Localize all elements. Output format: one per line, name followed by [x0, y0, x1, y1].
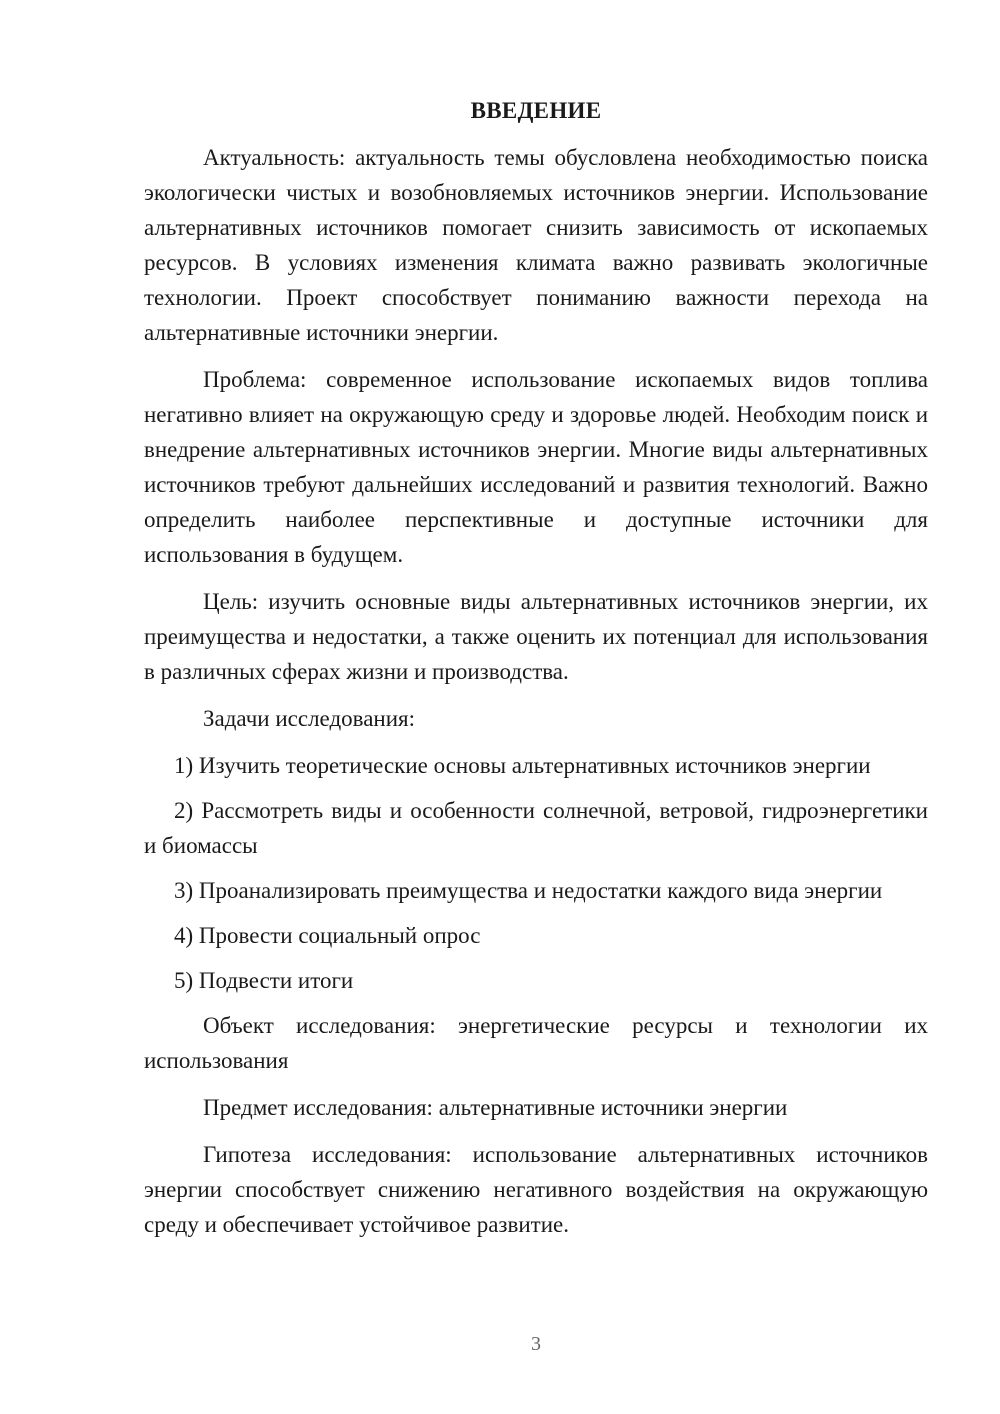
- section-title: ВВЕДЕНИЕ: [470, 98, 602, 123]
- object-paragraph: Объект исследования: энергетические ресурсы и технологии их использования: [144, 1013, 928, 1073]
- problem-paragraph: Проблема: современное использование ископаемых видов топлива негативно влияет на окружающую среду и здоровье людей. Необходим поиск и внедрение альтернативных источников энергии. Многие виды альтернативных источников требуют дальнейших исследований и развития технологий. Важно определить наиболее перспективные и доступные источники для использования в будущем.: [144, 367, 928, 567]
- relevance-paragraph: Актуальность: актуальность темы обусловлена необходимостью поиска экологически чистых и возобновляемых источников энергии. Использование альтернативных источников помогает снизить зависимость от ископаемых ресурсов. В условиях изменения климата важно развивать экологичные технологии. Проект способствует пониманию важности перехода на альтернативные источники энергии.: [144, 145, 928, 345]
- page-number: 3: [531, 1333, 541, 1355]
- document-page: [144, 96, 928, 1254]
- subject-paragraph: Предмет исследования: альтернативные источники энергии: [203, 1095, 788, 1120]
- task-item-5: 5) Подвести итоги: [174, 968, 354, 993]
- task-item-2: 2) Рассмотреть виды и особенности солнечной, ветровой, гидроэнергетики и биомассы: [144, 798, 928, 858]
- task-item-1: 1) Изучить теоретические основы альтернативных источников энергии: [174, 753, 871, 778]
- tasks-heading: Задачи исследования:: [203, 706, 416, 731]
- task-item-4: 4) Провести социальный опрос: [174, 923, 481, 948]
- tasks-list: [144, 748, 928, 998]
- goal-paragraph: Цель: изучить основные виды альтернативных источников энергии, их преимущества и недостатки, а также оценить их потенциал для использования в различных сферах жизни и производства.: [144, 589, 928, 684]
- hypothesis-paragraph: Гипотеза исследования: использование альтернативных источников энергии способствует снижению негативного воздействия на окружающую среду и обеспечивает устойчивое развитие.: [144, 1142, 928, 1237]
- task-item-3: 3) Проанализировать преимущества и недостатки каждого вида энергии: [174, 878, 883, 903]
